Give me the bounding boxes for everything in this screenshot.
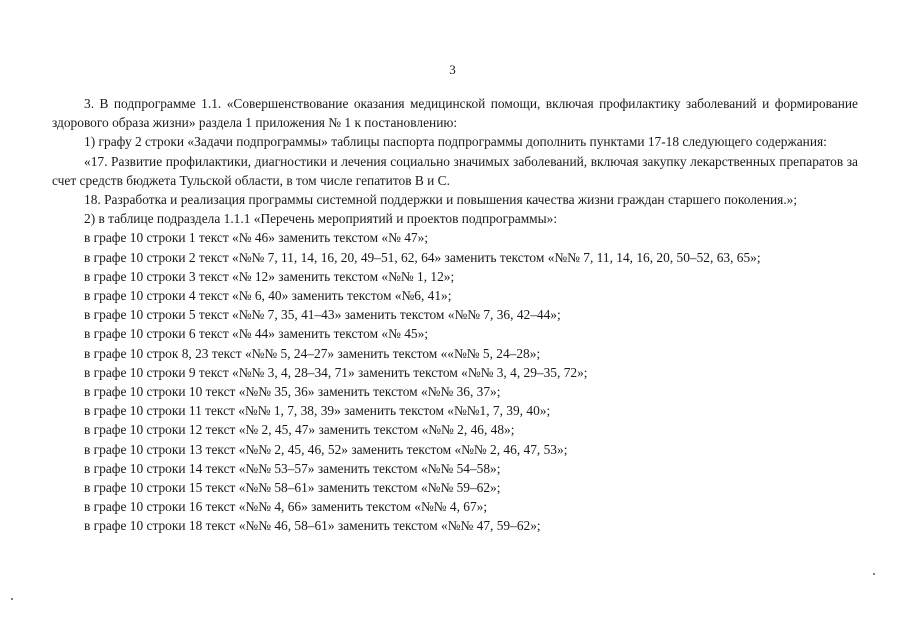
list-item: в графе 10 строки 12 текст «№ 2, 45, 47» заменить текстом «№№ 2, 46, 48»; <box>84 422 515 438</box>
paragraph-item-17: «17. Развитие профилактики, диагностики и лечения социально значимых заболеваний, включая закупку лекарственных препаратов за счет средств бюджета Тульской области, в том числе гепатитов В и С. <box>52 153 858 188</box>
list-item: в графе 10 строки 15 текст «№№ 58–61» заменить текстом «№№ 59–62»; <box>84 480 501 496</box>
list-item: в графе 10 строки 16 текст «№№ 4, 66» заменить текстом «№№ 4, 67»; <box>84 499 488 515</box>
scan-speck <box>11 598 13 600</box>
list-item: в графе 10 строки 1 текст «№ 46» заменить текстом «№ 47»; <box>84 230 429 246</box>
list-item: в графе 10 строки 13 текст «№№ 2, 45, 46, 52» заменить текстом «№№ 2, 46, 47, 53»; <box>84 441 568 457</box>
paragraph-tasks-column: 1) графу 2 строки «Задачи подпрограммы» таблицы паспорта подпрограммы дополнить пунктами 17-18 следующего содержания: <box>84 134 827 150</box>
replacement-list <box>52 228 858 535</box>
list-item: в графе 10 строк 8, 23 текст «№№ 5, 24–27» заменить текстом ««№№ 5, 24–28»; <box>84 345 541 361</box>
list-item: в графе 10 строки 6 текст «№ 44» заменить текстом «№ 45»; <box>84 326 429 342</box>
paragraph-item-18: 18. Разработка и реализация программы системной поддержки и повышения качества жизни граждан старшего поколения.»; <box>84 192 798 208</box>
list-item: в графе 10 строки 10 текст «№№ 35, 36» заменить текстом «№№ 36, 37»; <box>84 384 501 400</box>
list-item: в графе 10 строки 4 текст «№ 6, 40» заменить текстом «№6, 41»; <box>84 288 452 304</box>
list-item: в графе 10 строки 3 текст «№ 12» заменить текстом «№№ 1, 12»; <box>84 268 455 284</box>
page-number: 3 <box>449 62 456 77</box>
list-item: в графе 10 строки 9 текст «№№ 3, 4, 28–34, 71» заменить текстом «№№ 3, 4, 29–35, 72»; <box>84 364 588 380</box>
list-item: в графе 10 строки 5 текст «№№ 7, 35, 41–43» заменить текстом «№№ 7, 36, 42–44»; <box>84 307 561 323</box>
paragraph-subprogram-intro: 3. В подпрограмме 1.1. «Совершенствование оказания медицинской помощи, включая профилактику заболеваний и формирование здорового образа жизни» раздела 1 приложения № 1 к постановлению: <box>52 96 858 131</box>
list-item: в графе 10 строки 14 текст «№№ 53–57» заменить текстом «№№ 54–58»; <box>84 460 501 476</box>
scan-speck <box>873 573 875 575</box>
list-item: в графе 10 строки 2 текст «№№ 7, 11, 14, 16, 20, 49–51, 62, 64» заменить текстом «№№ 7, 11, 14, 16, 20, 50–52, 63, 65»; <box>84 249 761 265</box>
document-body <box>52 94 858 536</box>
list-item: в графе 10 строки 18 текст «№№ 46, 58–61» заменить текстом «№№ 47, 59–62»; <box>84 518 541 534</box>
paragraph-table-intro: 2) в таблице подраздела 1.1.1 «Перечень мероприятий и проектов подпрограммы»: <box>84 211 558 227</box>
list-item: в графе 10 строки 11 текст «№№ 1, 7, 38, 39» заменить текстом «№№1, 7, 39, 40»; <box>84 403 551 419</box>
